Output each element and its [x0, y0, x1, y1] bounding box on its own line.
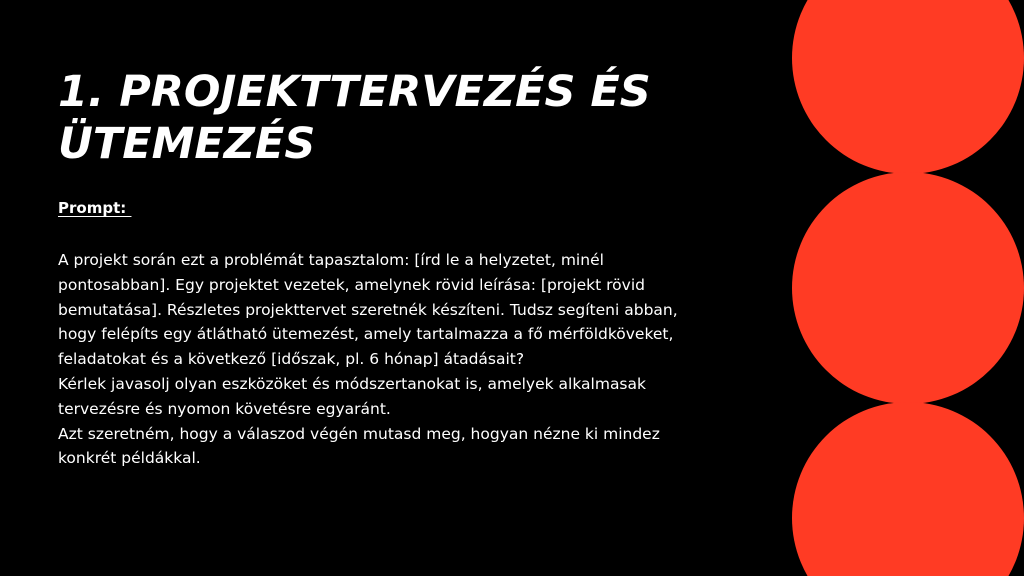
prompt-body-line: feladatokat és a következő [időszak, pl. 6 hónap] átadásait?	[58, 350, 525, 369]
prompt-body-line: hogy felépíts egy átlátható ütemezést, amely tartalmazza a fő mérföldköveket,	[58, 325, 674, 344]
prompt-body-line: tervezésre és nyomon követésre egyaránt.	[58, 399, 391, 418]
slide-title-line-1: 1. PROJEKTTERVEZÉS ÉS	[58, 67, 651, 117]
prompt-body	[58, 248, 758, 471]
prompt-body-line: konkrét példákkal.	[58, 449, 201, 468]
prompt-body-line: bemutatása]. Részletes projekttervet szeretnék készíteni. Tudsz segíteni abban,	[58, 300, 678, 319]
prompt-body-line: pontosabban]. Egy projektet vezetek, amelynek rövid leírása: [projekt rövid	[58, 275, 645, 294]
slide-title-line-2: ÜTEMEZÉS	[58, 119, 316, 169]
prompt-body-line: Azt szeretném, hogy a válaszod végén mutasd meg, hogyan nézne ki mindez	[58, 424, 660, 443]
prompt-label: Prompt:	[58, 199, 132, 217]
decorative-circle-top	[792, 0, 1024, 174]
prompt-body-line: A projekt során ezt a problémát tapasztalom: [írd le a helyzetet, minél	[58, 251, 604, 269]
prompt-body-line: Kérlek javasolj olyan eszközöket és módszertanokat is, amelyek alkalmasak	[58, 374, 646, 393]
slide-title	[58, 66, 778, 170]
decorative-circle-middle	[792, 172, 1024, 404]
decorative-circle-bottom	[792, 402, 1024, 576]
